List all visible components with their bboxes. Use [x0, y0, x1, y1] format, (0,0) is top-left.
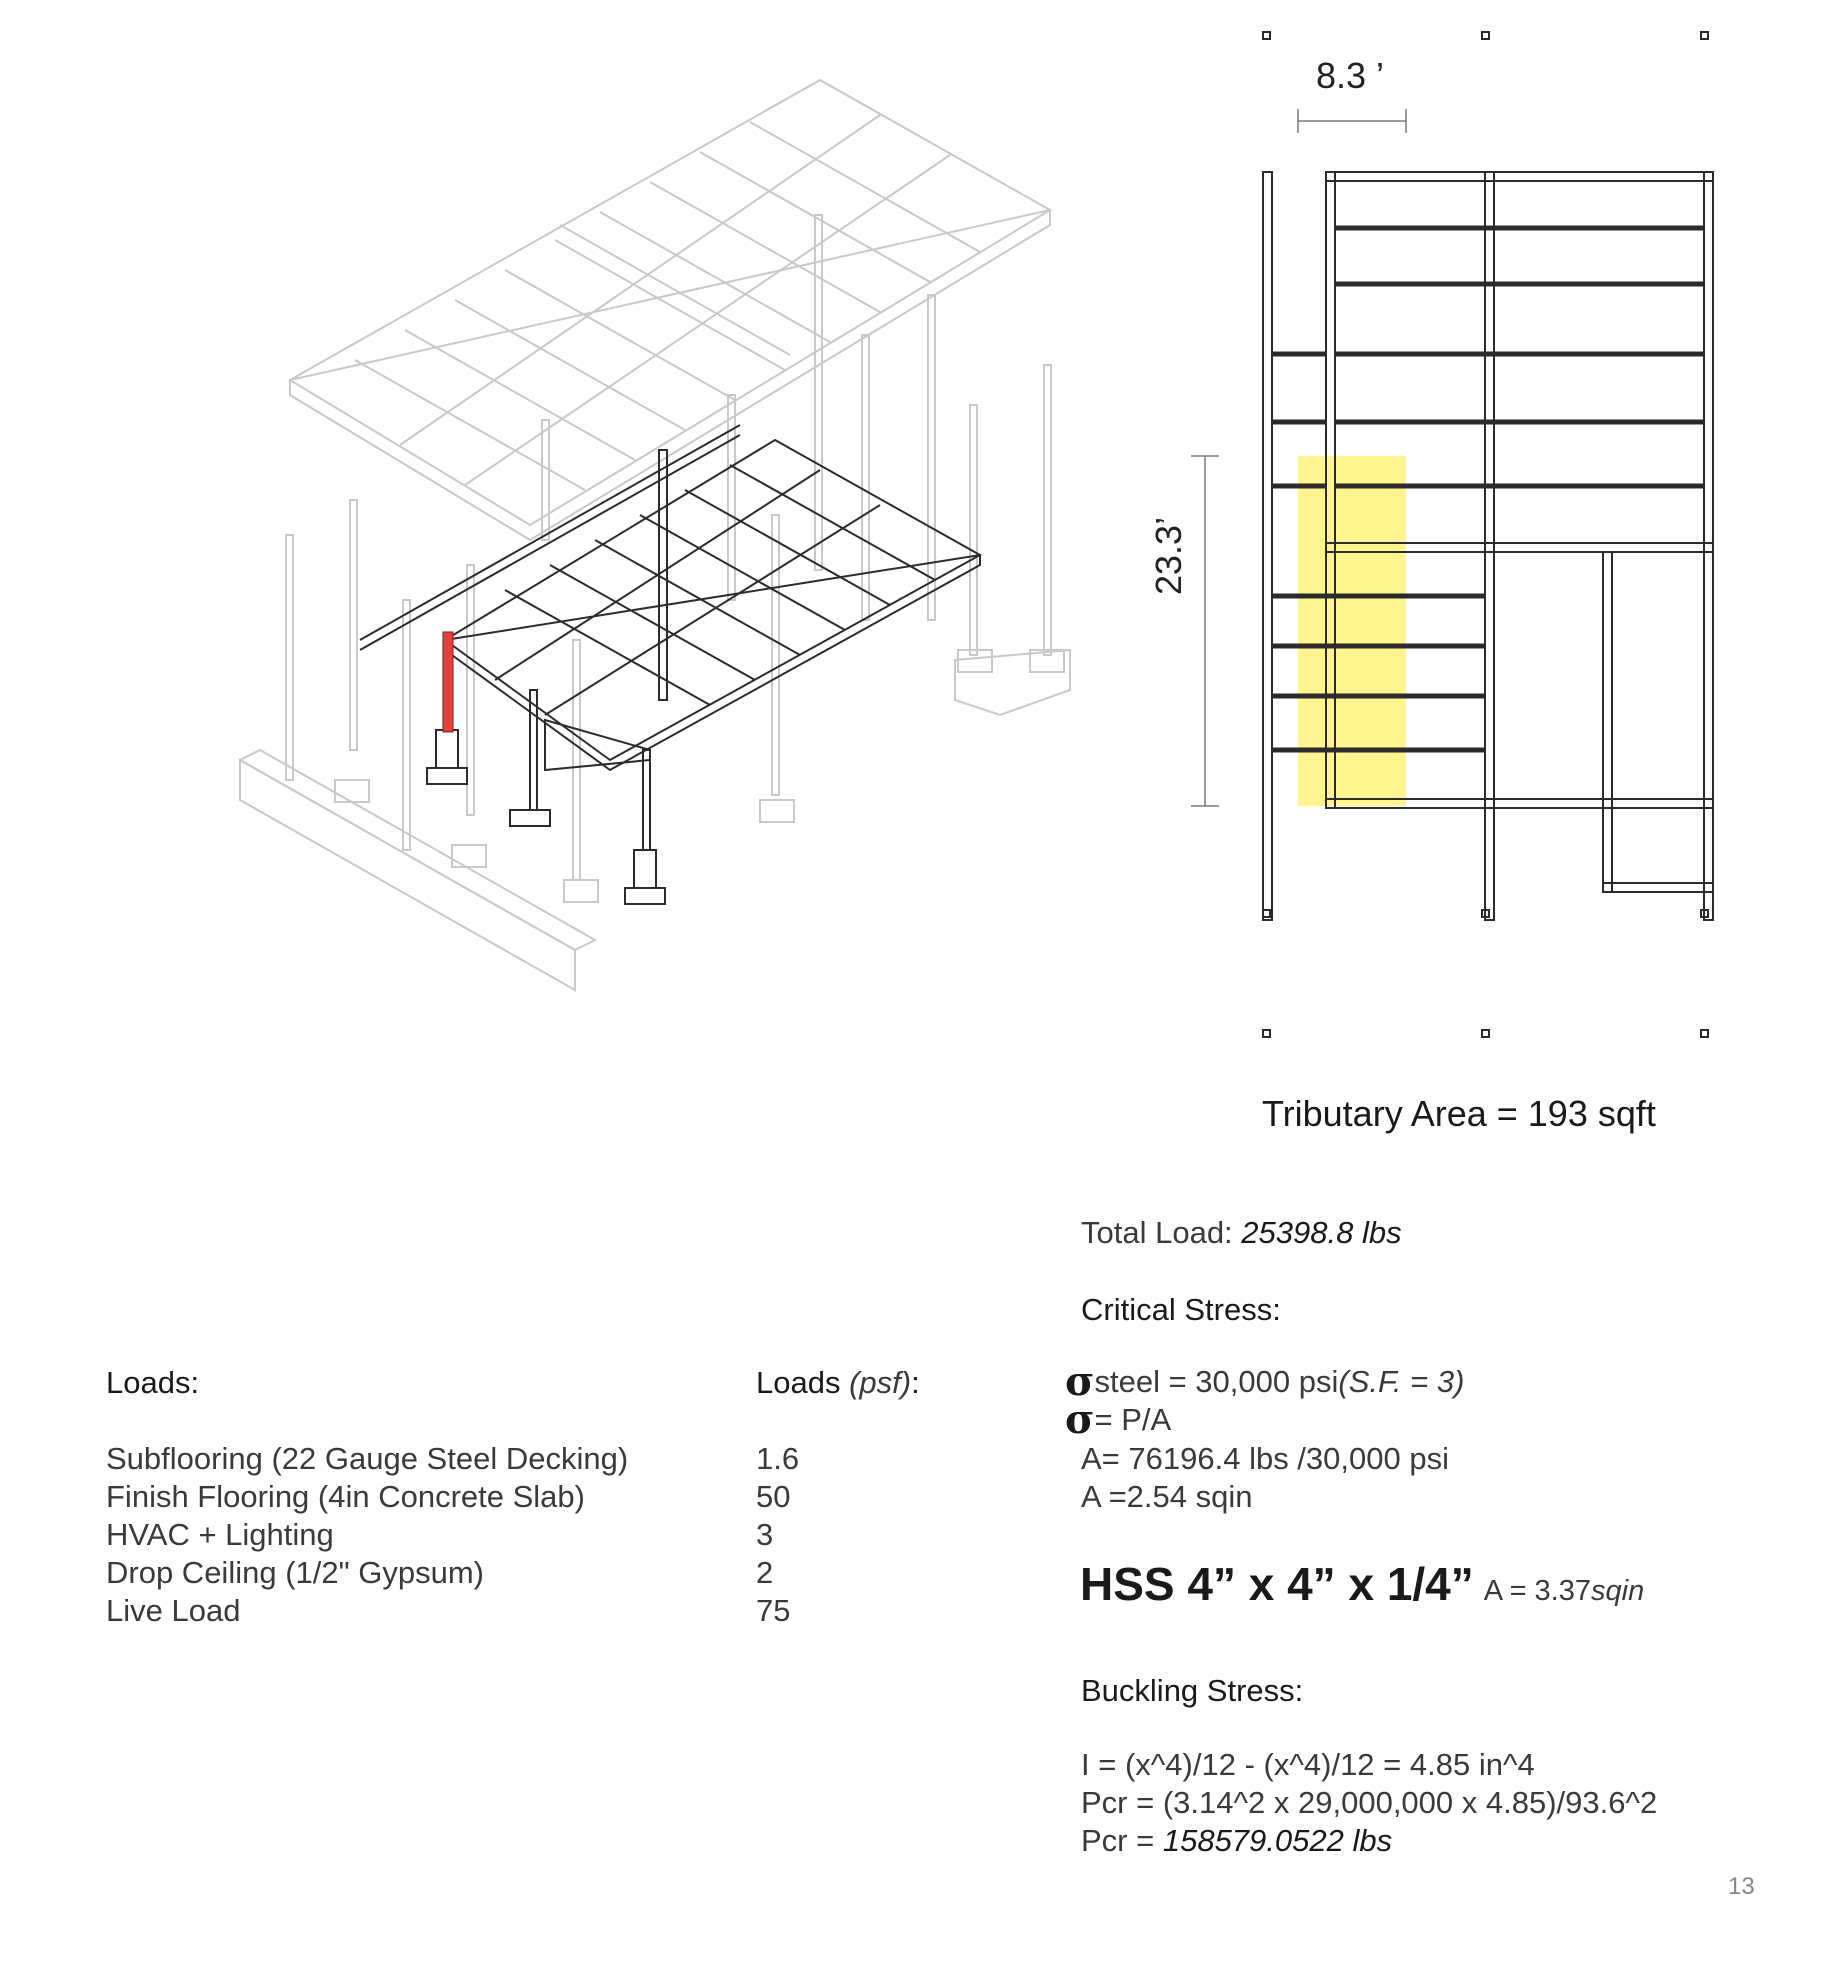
load-label: Live Load [106, 1593, 241, 1628]
load-value: 3 [756, 1517, 774, 1552]
plan-top-beam [1326, 172, 1713, 181]
load-label: HVAC + Lighting [106, 1517, 334, 1552]
loads-psf-header [756, 1365, 920, 1401]
section-area-unit: sqin [1591, 1575, 1645, 1607]
load-value: 1.6 [756, 1441, 800, 1476]
length-dimension-label: 23.3’ [1148, 516, 1189, 595]
grid-marker [1482, 1030, 1489, 1037]
grid-marker [1701, 32, 1708, 39]
loads-psf-header-prefix: Loads [756, 1365, 850, 1400]
plan-secondary-column [1603, 552, 1612, 892]
plan-left-edge-beam [1263, 172, 1272, 920]
load-value: 75 [756, 1593, 791, 1628]
stress-formula: = P/A [1094, 1402, 1172, 1437]
tributary-area-highlight [1298, 456, 1406, 806]
hss-section-label: HSS 4” x 4” x 1/4” [1080, 1558, 1474, 1610]
stress-formula-line [1065, 1396, 1172, 1443]
area-result: A =2.54 sqin [1081, 1479, 1253, 1514]
page-number: 13 [1728, 1873, 1755, 1900]
grid-marker [1263, 1030, 1270, 1037]
buckling-stress-header: Buckling Stress: [1081, 1673, 1304, 1708]
moment-of-inertia: I = (x^4)/12 - (x^4)/12 = 4.85 in^4 [1081, 1747, 1535, 1782]
sigma-symbol: σ [1065, 1358, 1095, 1405]
pcr-result-label: Pcr = [1081, 1823, 1163, 1858]
area-equation: A= 76196.4 lbs /30,000 psi [1081, 1441, 1449, 1476]
safety-factor: (S.F. = 3) [1338, 1364, 1465, 1399]
loads-psf-header-suffix: : [911, 1365, 920, 1400]
critical-stress-header: Critical Stress: [1081, 1292, 1281, 1327]
grid-marker [1701, 1030, 1708, 1037]
total-load [1081, 1215, 1402, 1251]
width-dimension-label: 8.3 ’ [1316, 55, 1385, 96]
total-load-value: 25398.8 lbs [1241, 1215, 1402, 1250]
steel-stress-text: steel = 30,000 psi [1094, 1364, 1339, 1399]
pcr-result [1081, 1823, 1392, 1859]
load-label: Finish Flooring (4in Concrete Slab) [106, 1479, 585, 1514]
grid-marker [1263, 910, 1270, 917]
pcr-result-value: 158579.0522 lbs [1162, 1823, 1393, 1858]
grid-marker [1263, 32, 1270, 39]
load-value: 2 [756, 1555, 774, 1590]
loads-header: Loads: [106, 1365, 200, 1400]
pcr-formula: Pcr = (3.14^2 x 29,000,000 x 4.85)/93.6^2 [1081, 1785, 1658, 1820]
tributary-area-label: Tributary Area = 193 sqft [1262, 1093, 1656, 1134]
loads-psf-unit: (psf) [849, 1365, 912, 1400]
section-selection [1080, 1557, 1644, 1611]
steel-stress-line [1065, 1358, 1465, 1405]
grid-marker [1482, 32, 1489, 39]
load-label: Subflooring (22 Gauge Steel Decking) [106, 1441, 629, 1476]
plan-bay-beam [1603, 883, 1713, 892]
sigma-symbol: σ [1065, 1396, 1095, 1443]
total-load-label: Total Load: [1081, 1215, 1242, 1250]
load-label: Drop Ceiling (1/2" Gypsum) [106, 1555, 484, 1590]
section-area-prefix: A = 3.37 [1483, 1575, 1592, 1607]
load-value: 50 [756, 1479, 791, 1514]
